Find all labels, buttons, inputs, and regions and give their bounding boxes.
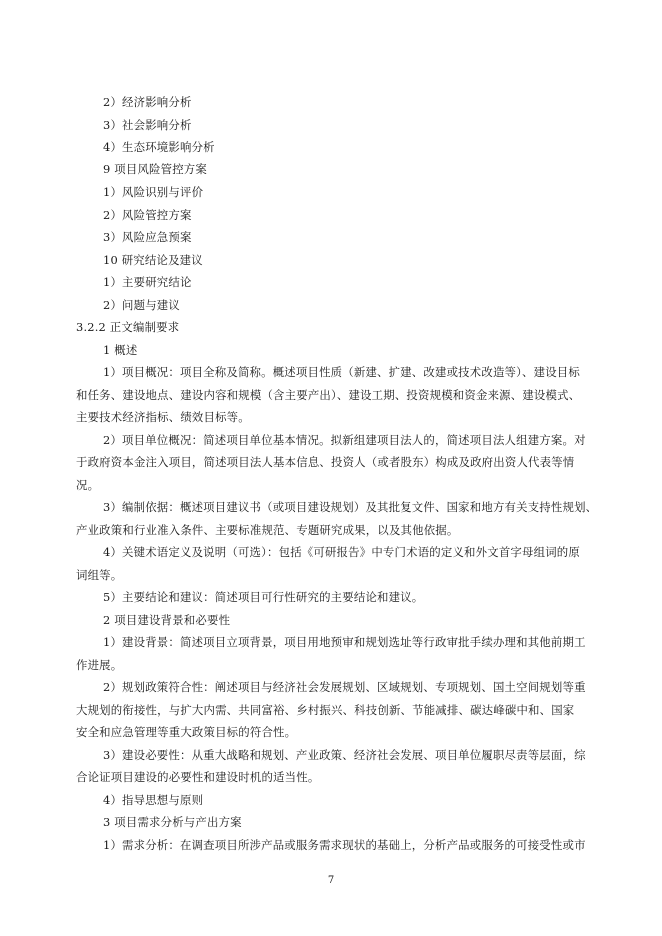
toc-item-risk-emergency: 3）风险应急预案 [103, 230, 192, 244]
paragraph-line: 和任务、建设地点、建设内容和规模（含主要产出）、建设工期、投资规模和资金来源、建设模式、 [76, 388, 581, 402]
toc-heading-risk: 9 项目风险管控方案 [103, 162, 207, 176]
section-heading-3-2-2: 3.2.2 正文编制要求 [76, 320, 180, 334]
paragraph-line: 词组等。 [76, 568, 123, 582]
toc-item-economic-impact: 2）经济影响分析 [103, 95, 192, 109]
paragraph-line: 3）编制依据：概述项目建议书（或项目建设规划）及其批复文件、国家和地方有关支持性规划、 [103, 500, 598, 514]
toc-item-eco-impact: 4）生态环境影响分析 [103, 140, 215, 154]
toc-item-issues: 2）问题与建议 [103, 298, 180, 312]
toc-item-main-conclusion: 1）主要研究结论 [103, 275, 192, 289]
paragraph-line: 主要技术经济指标、绩效目标等。 [76, 410, 250, 424]
paragraph-line: 5）主要结论和建议：简述项目可行性研究的主要结论和建议。 [103, 590, 424, 604]
paragraph-line: 2）项目单位概况：简述项目单位基本情况。拟新组建项目法人的，简述项目法人组建方案。对 [103, 433, 586, 447]
subheading-guiding-principles: 4）指导思想与原则 [103, 793, 204, 807]
subheading-demand-analysis: 3 项目需求分析与产出方案 [103, 815, 242, 829]
subheading-background: 2 项目建设背景和必要性 [103, 613, 231, 627]
toc-item-social-impact: 3）社会影响分析 [103, 118, 192, 132]
paragraph-line: 大规划的衔接性，与扩大内需、共同富裕、乡村振兴、科技创新、节能减排、碳达峰碳中和、国家 [76, 703, 575, 717]
paragraph-line: 合论证项目建设的必要性和建设时机的适当性。 [76, 770, 320, 784]
paragraph-line: 1）需求分析：在调查项目所涉产品或服务需求现状的基础上，分析产品或服务的可接受性或市 [103, 838, 586, 852]
paragraph-line: 况。 [76, 478, 100, 492]
paragraph-line: 1）项目概况：项目全称及简称。概述项目性质（新建、扩建、改建或技术改造等）、建设目标 [103, 365, 580, 379]
paragraph-line: 3）建设必要性：从重大战略和规划、产业政策、经济社会发展、项目单位履职尽责等层面，综 [103, 748, 586, 762]
toc-item-risk-control: 2）风险管控方案 [103, 208, 192, 222]
toc-item-risk-identify: 1）风险识别与评价 [103, 185, 204, 199]
paragraph-line: 2）规划政策符合性：阐述项目与经济社会发展规划、区域规划、专项规划、国土空间规划等重 [103, 680, 586, 694]
page-number: 7 [327, 875, 335, 886]
paragraph-line: 4）关键术语定义及说明（可选）：包括《可研报告》中专门术语的定义和外文首字母组词的原 [103, 545, 580, 559]
paragraph-line: 于政府资本金注入项目，简述项目法人基本信息、投资人（或者股东）构成及政府出资人代表等情 [76, 455, 575, 469]
paragraph-line: 1）建设背景：简述项目立项背景，项目用地预审和规划选址等行政审批手续办理和其他前期工 [103, 635, 586, 649]
subheading-overview: 1 概述 [103, 343, 138, 357]
paragraph-line: 安全和应急管理等重大政策目标的符合性。 [76, 725, 297, 739]
toc-heading-conclusion: 10 研究结论及建议 [103, 253, 203, 267]
paragraph-line: 产业政策和行业准入条件、主要标准规范、专题研究成果，以及其他依据。 [76, 523, 459, 537]
paragraph-line: 作进展。 [76, 658, 123, 672]
